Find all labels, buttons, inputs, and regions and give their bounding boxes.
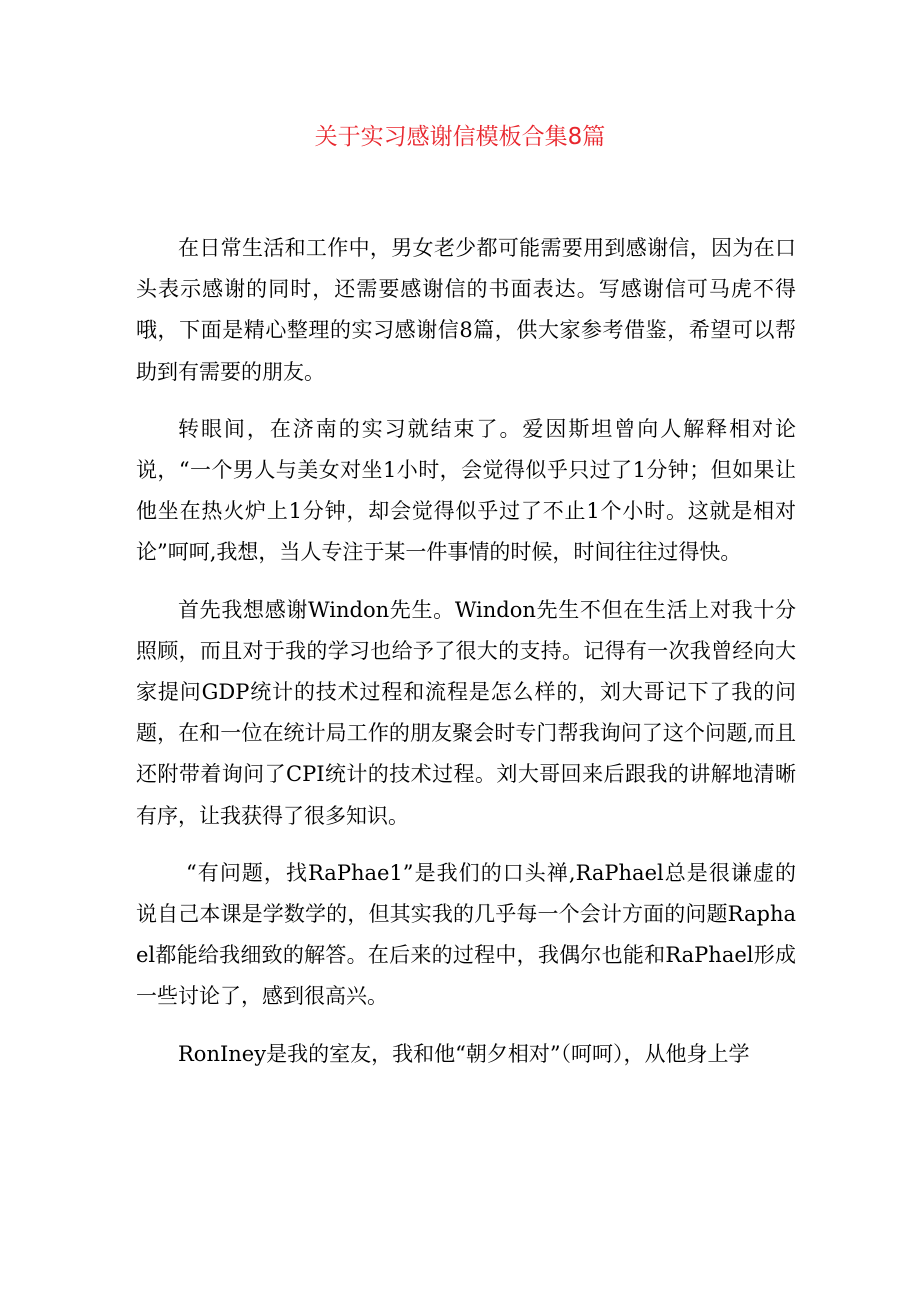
paragraph-relativity: 转眼间，在济南的实习就结束了。爱因斯坦曾向人解释相对论说，“一个男人与美女对坐1小时，会觉得似乎只过了1分钟；但如果让他坐在热火炉上1分钟，却会觉得似乎过了不止1个小时。这就是相对论”呵呵,我想，当人专注于某一件事情的时候，时间往往过得快。 [136,416,796,565]
paragraph-raphael: “有问题，找RaPhae1”是我们的口头禅,RaPhael总是很谦虚的说自己本课是学数学的，但其实我的几乎每一个会计方面的问题Raphael都能给我细致的解答。在后来的过程中，我偶尔也能和RaPhael形成一些讨论了，感到很高兴。 [136,860,796,1009]
paragraph-intro: 在日常生活和工作中，男女老少都可能需要用到感谢信，因为在口头表示感谢的同时，还需要感谢信的书面表达。写感谢信可马虎不得哦，下面是精心整理的实习感谢信8篇，供大家参考借鉴，希望可以帮助到有需要的朋友。 [136,236,796,384]
document-title: 关于实习感谢信模板合集8篇 [314,124,606,150]
paragraph-ronley: RonIney是我的室友，我和他“朝夕相对”（呵呵），从他身上学 [178,1041,750,1066]
paragraph-windon: 首先我想感谢Windon先生。Windon先生不但在生活上对我十分照顾，而且对于我的学习也给予了很大的支持。记得有一次我曾经向大家提问GDP统计的技术过程和流程是怎么样的，刘大哥记下了我的问题，在和一位在统计局工作的朋友聚会时专门帮我询问了这个问题,而且还附带着询问了CPI统计的技术过程。刘大哥回来后跟我的讲解地清晰有序，让我获得了很多知识。 [136,597,796,828]
document-body [136,228,796,1091]
